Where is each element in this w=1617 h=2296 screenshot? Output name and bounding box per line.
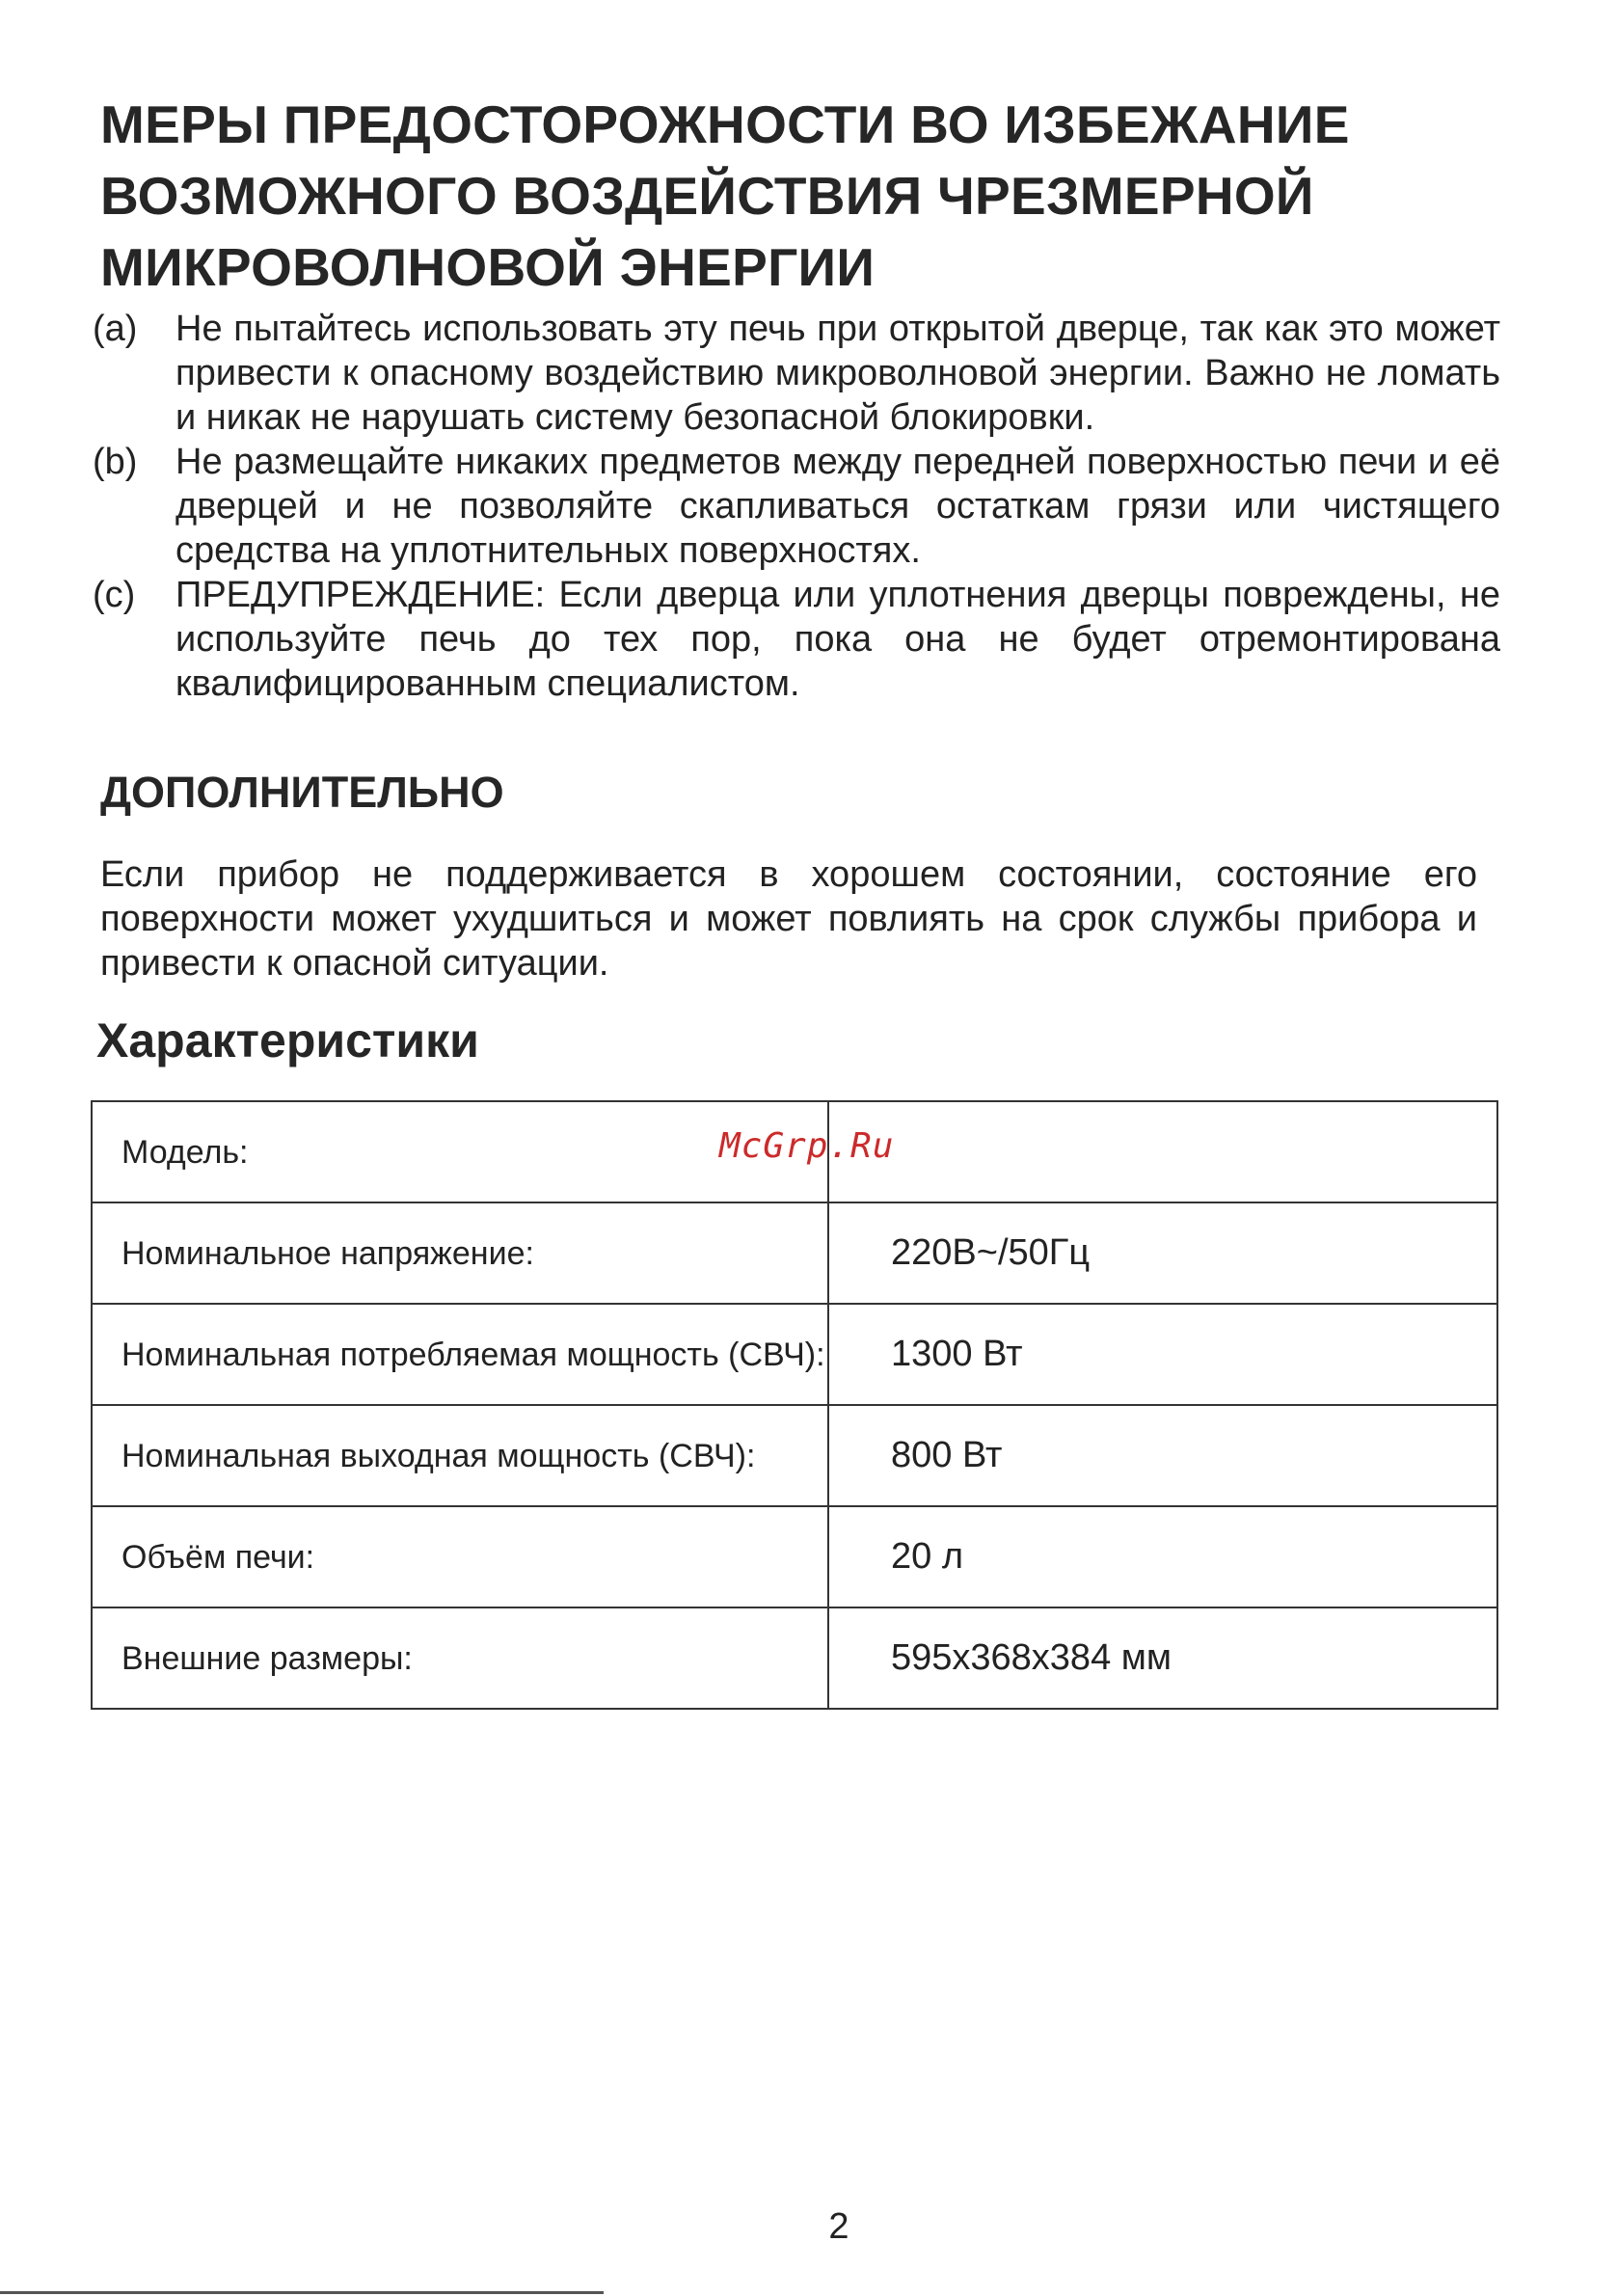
spec-label: Номинальное напряжение: [92, 1202, 828, 1304]
section-heading-additional: ДОПОЛНИТЕЛЬНО [100, 768, 504, 817]
table-row [92, 1304, 1497, 1405]
footer-rule [0, 2291, 604, 2294]
item-text: ПРЕДУПРЕЖДЕНИЕ: Если дверца или уплотнения дверцы повреждены, не используйте печь до тех пор, пока она не будет отремонтирована квалифицированным специалистом. [175, 575, 1500, 704]
spec-value [828, 1101, 1497, 1202]
spec-label: Объём печи: [92, 1506, 828, 1607]
title-line: МЕРЫ ПРЕДОСТОРОЖНОСТИ ВО ИЗБЕЖАНИЕ [100, 95, 1350, 154]
spec-label: Внешние размеры: [92, 1607, 828, 1709]
precaution-list [93, 307, 1500, 706]
list-item [93, 573, 1500, 706]
item-marker: (c) [93, 575, 136, 615]
spec-value: 1300 Вт [828, 1304, 1497, 1405]
list-item [93, 307, 1500, 440]
table-row [92, 1405, 1497, 1506]
spec-table [91, 1100, 1498, 1710]
table-row [92, 1506, 1497, 1607]
spec-label: Номинальная потребляемая мощность (СВЧ): [92, 1304, 828, 1405]
spec-value: 220В~/50Гц [828, 1202, 1497, 1304]
table-row [92, 1607, 1497, 1709]
spec-value: 595x368x384 мм [828, 1607, 1497, 1709]
additional-paragraph: Если прибор не поддерживается в хорошем состоянии, состояние его поверхности может ухудшиться и может повлиять на срок службы прибора и привести к опасной ситуации. [100, 854, 1477, 984]
spec-label: Номинальная выходная мощность (СВЧ): [92, 1405, 828, 1506]
item-marker: (b) [93, 442, 138, 482]
page-number: 2 [828, 2206, 849, 2247]
section-heading-specs: Характеристики [96, 1013, 479, 1067]
page-title [100, 89, 1547, 303]
spec-value: 800 Вт [828, 1405, 1497, 1506]
list-item [93, 440, 1500, 573]
spec-value: 20 л [828, 1506, 1497, 1607]
title-line: МИКРОВОЛНОВОЙ ЭНЕРГИИ [100, 237, 876, 297]
item-text: Не пытайтесь использовать эту печь при открытой дверце, так как это может привести к опасному воздействию микроволновой энергии. Важно не ломать и никак не нарушать систему безопасной блокировки. [175, 309, 1500, 438]
spec-label: Модель: [92, 1101, 828, 1202]
item-marker: (a) [93, 309, 138, 349]
table-row [92, 1202, 1497, 1304]
item-text: Не размещайте никаких предметов между передней поверхностью печи и её дверцей и не позволяйте скапливаться остаткам грязи или чистящего средства на уплотнительных поверхностях. [175, 442, 1500, 571]
title-line: ВОЗМОЖНОГО ВОЗДЕЙСТВИЯ ЧРЕЗМЕРНОЙ [100, 166, 1314, 226]
watermark: McGrp.Ru [719, 1126, 895, 1166]
